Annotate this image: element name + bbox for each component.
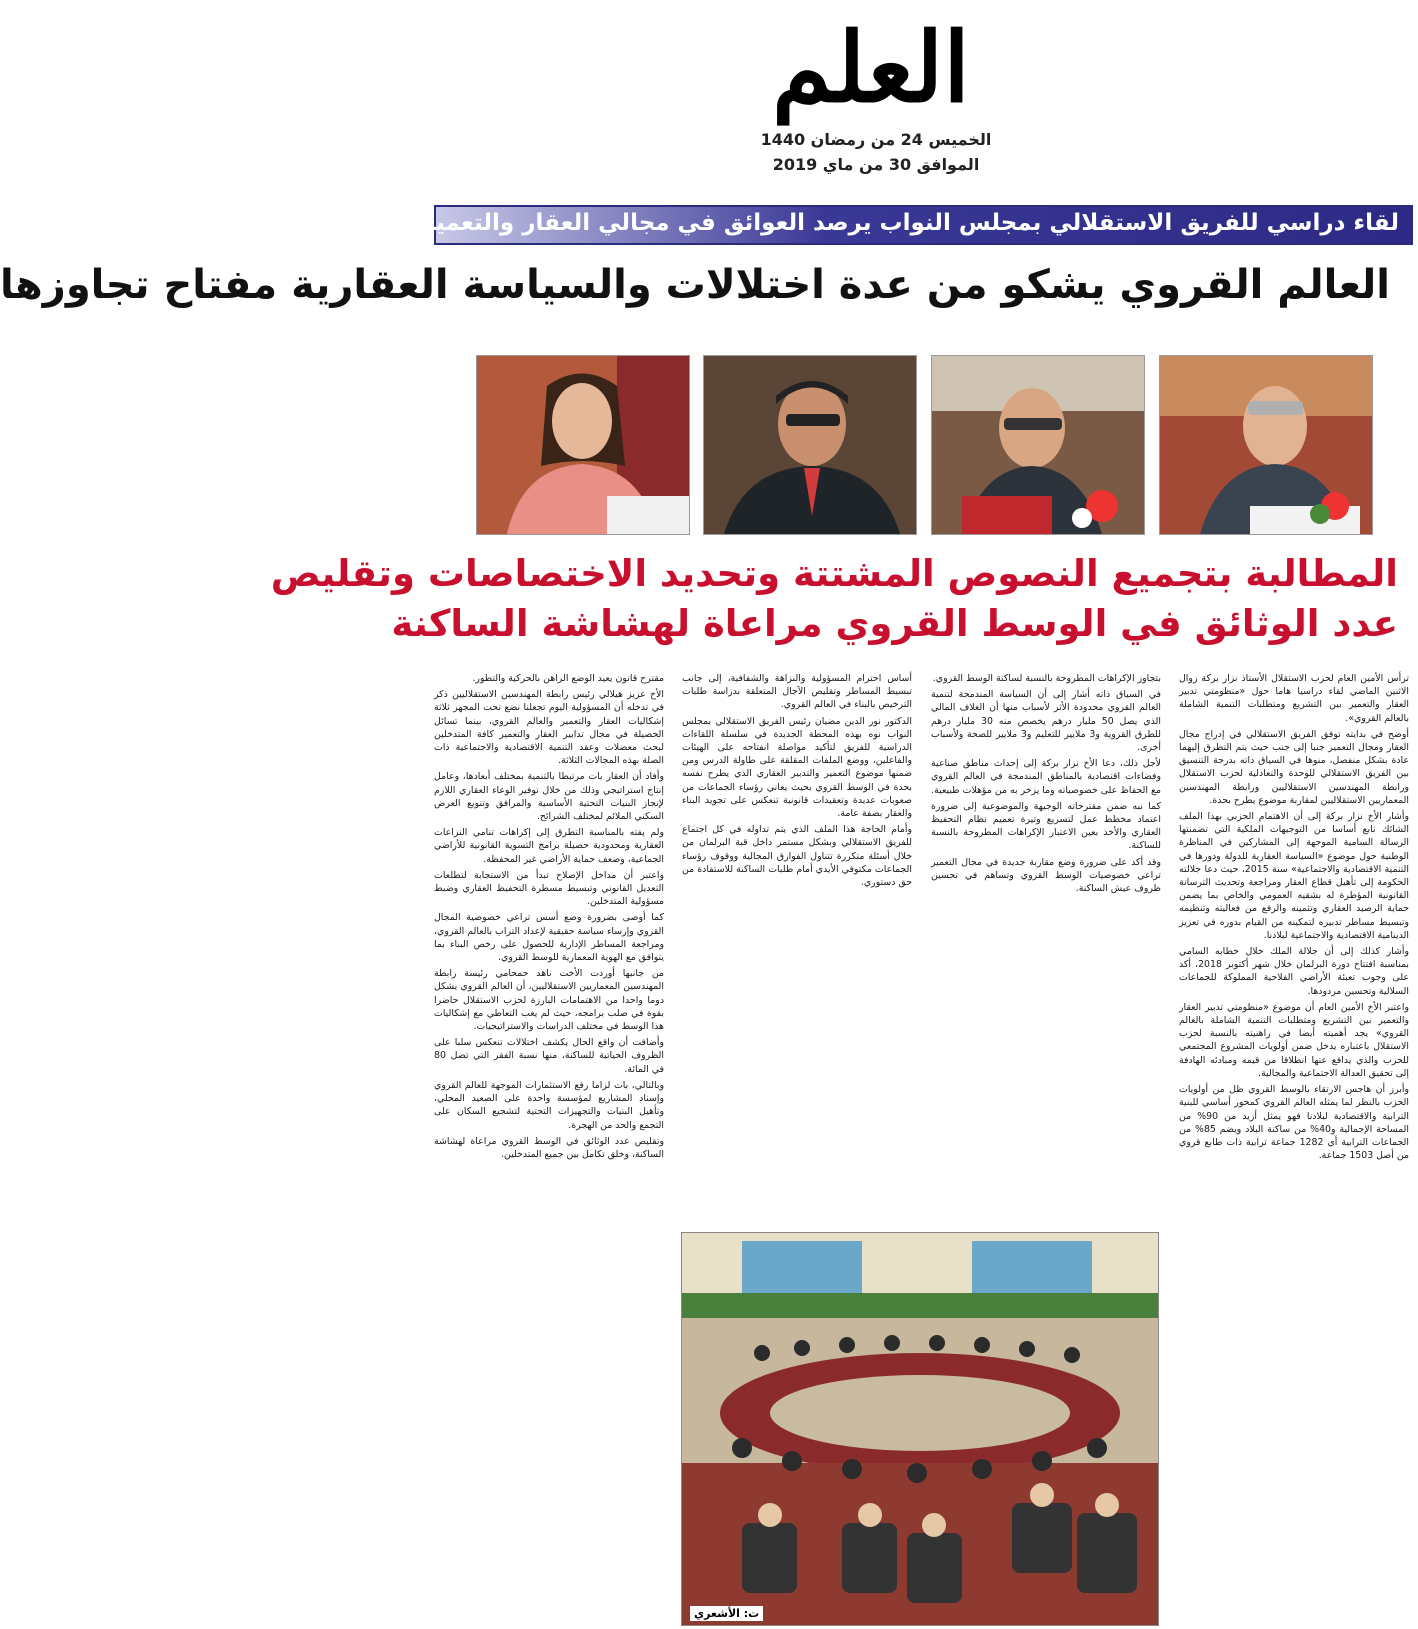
subheadline-line-2: عدد الوثائق في الوسط القروي مراعاة لهشاشة الساكنة (391, 602, 1398, 645)
article-paragraph: واعتبر الأخ الأمين العام أن موضوع «منظومتي تدبير العقار والتعمير بين التشريع ومتطلبات التنمية الشاملة بالعالم القروي» يجد أهميته أيضا في راهنيته بالنسبة لحزب الاستقلال باعتباره يدخل ضمن أولويات المشروع المجتمعي للحزب والذي يدافع عنها انطلاقا من قيمه ومبادئه الهادفة إلى تحقيق العدالة الاجتماعية والمجالية. (1179, 1001, 1409, 1079)
speaker-photo-2 (931, 355, 1145, 535)
article-paragraph: أساس احترام المسؤولية والنزاهة والشفافية، إلى جانب تبسيط المساطر وتقليص الآجال المتعلقة بدراسة طلبات الترخيص بالبناء في العالم القروي. (682, 673, 912, 711)
article-paragraph: أوضح في بدايته توفق الفريق الاستقلالي في إدراج مجال العقار ومجال التعمير جنبا إلى جنب حيث يتم التطرق إليهما عادة بشكل منفصل، منوها في السياق ذاته بدرجة التنسيق بين الفريق الاستقلالي للوحدة والتعادلية لحزب الاستقلال ورابطة المهندسين الاستقلاليين ورابطة المهندسين المعماريين الاستقلاليين لمقاربة موضوع يطرح بحدة. (1179, 728, 1409, 806)
kicker-text: لقاء دراسي للفريق الاستقلالي بمجلس النواب يرصد العوائق في مجالي العقار والتعمير (421, 210, 1399, 236)
speaker-photo-1 (1159, 355, 1373, 535)
newspaper-logo: العلم (772, 11, 970, 124)
article-paragraph: لأجل ذلك، دعا الأخ نزار بركة إلى إحداث مناطق صناعية وفضاءات اقتصادية بالمناطق المندمجة في العالم القروي مع الحفاظ على خصوصياته وما يزخر به من مؤهلات طبيعية. (931, 758, 1161, 796)
article-paragraph: من جانبها أوردت الأخت ناهد حمحامي رئيسة رابطة المهندسين المعماريين الاستقلاليين، أن العالم القروي يشكل دوما واحدا من الاهتمامات البارزة لحزب الاستقلال حاضرا بقوة في صلب برامجه، حيث لم يغب التعاطي مع إشكاليات هذا الوسط في مختلف الدراسات والاستراتيجيات. (434, 968, 664, 1033)
article-column-2 (931, 672, 1161, 895)
speaker-photos (476, 355, 1381, 535)
subheadline-line-1: المطالبة بتجميع النصوص المشتتة وتحديد الاختصاصات وتقليص (270, 552, 1398, 595)
article-paragraph: وأمام الحاجة هذا الملف الذي يتم تداوله في كل اجتماع للفريق الاستقلالي وبشكل مستمر داخل قبة البرلمان من خلال أسئلة متكررة تتناول الفوارق المجالية ووقوف رؤساء الجماعات مكتوفي الأيدي أمام طلبات الساكنة للاستفادة من حق دستوري. (682, 824, 912, 889)
date-gregorian: الموافق 30 من ماي 2019 (772, 155, 980, 174)
article-paragraph: وأشار كذلك إلى أن جلالة الملك خلال خطابه السامي بمناسبة افتتاح دورة البرلمان خلال شهر أكتوبر 2018، أكد على وجوب تعبئة الأراضي الفلاحية المملوكة للجماعات السلالية وتحسين مردودها. (1179, 946, 1409, 997)
article-paragraph: الأخ عزيز هيلالي رئيس رابطة المهندسين الاستقلاليين ذكر في تدخله أن المسؤولية اليوم تجعلنا نضع تحت المجهر ثلاثة إشكاليات العقار والتعمير والعالم القروي، بينما تسائل الحصيلة في مجال تدابير العقار والتعمير كافة المتدخلين لبحث معضلات وعقد التنمية الاقتصادية والاجتماعية ذات الصلة بهذه المجالات الثلاثة. (434, 689, 664, 767)
masthead (406, 0, 1418, 195)
kicker-banner (421, 205, 1413, 245)
article-paragraph: الدكتور نور الدين مضيان رئيس الفريق الاستقلالي بمجلس النواب نوه بهذه المحطة الجديدة في سلسلة اللقاءات الدراسية للفريق لتأكيد مواصلة انفتاحه على الهيئات والفاعلين، ووضع الملفات المقلقة على طاولة الدرس ومن ضمنها موضوع التعمير والتدبير العقاري الذي يطرح نفسه بحدة في الوسط القروي بحيث يعاني رؤساء الجماعات من صعوبات عديدة وتعقيدات قانونية تنعكس على تجويد البناء والعقار بصفة عامة. (682, 715, 912, 820)
main-headline: العالم القروي يشكو من عدة اختلالات والسياسة العقارية مفتاح تجاوزها (0, 262, 1390, 308)
speaker-photo-3 (703, 355, 917, 535)
date-hijri: الخميس 24 من رمضان 1440 (760, 130, 992, 149)
article-paragraph: كما نبه ضمن مقترحاته الوجيهة والموضوعية إلى ضرورة اعتماد مخطط عمل لتسريع وتيرة تعميم نظام التحفيظ العقاري والأخذ بعين الاعتبار الإكراهات المطروحة بالنسبة للساكنة. (931, 800, 1161, 852)
article-paragraph: ولم يفته بالمناسبة التطرق إلى إكراهات تنامي النزاعات العقارية ومحدودية حصيلة برامج التسوية القانونية للأراضي الجماعية، وضعف حماية الأراضي غير المحفظة. (434, 827, 664, 865)
article-paragraph: وأبرز أن هاجس الارتقاء بالوسط القروي ظل من أولويات الحزب بالنظر لما يمثله العالم القروي كمحور أساسي للبنية الترابية والاقتصادية لبلادنا فهو يمثل أزيد من 90% من المساحة الإجمالية و40% من ساكنة البلاد ويضم 85% من الجماعات الترابية أي 1282 جماعة ترابية ذات طابع قروي من أصل 1503 جماعة. (1179, 1084, 1410, 1162)
article-paragraph: وأفاد أن العقار بات مرتبطا بالتنمية بمختلف أبعادها، وعامل إنتاج استراتيجي وذلك من خلال توفير الوعاء العقاري اللازم لإنجاز البنيات التحتية الأساسية والمرافق وتنويع العرض السكني الملائم لمختلف الشرائح. (434, 771, 664, 823)
article-paragraph: بتجاوز الإكراهات المطروحة بالنسبة لساكنة الوسط القروي. (932, 673, 1161, 684)
article-body (424, 672, 1410, 1620)
article-column-1 (1179, 672, 1409, 1272)
article-column-3 (682, 672, 912, 889)
article-paragraph: في السياق ذاته أشار إلى أن السياسة المندمجة لتنمية العالم القروي محدودة الأثر لأسباب منها أن الغلاف المالي الذي يصل 50 مليار درهم يخصص منه 30 مليار درهم للطرق القروية و3 ملايير للتعليم و3 ملايير للصحة ولأسباب أخرى. (931, 689, 1161, 754)
article-paragraph: وأضافت أن واقع الحال يكشف اختلالات تنعكس سلبا على الظروف الحياتية للساكنة، منها نسبة الفقر التي تصل 80 في المائة. (434, 1037, 664, 1075)
article-paragraph: وأشار الأخ نزار بركة إلى أن الاهتمام الحزبي بهذا الملف الشائك نابع أساسا من التوجيهات الملكية التي تضمنتها الرسالة السامية الموجهة إلى المشاركين في المناظرة الوطنية حول موضوع «السياسة العقارية للدولة ودورها في التنمية الاقتصادية والاجتماعية» سنة 2015، حيث دعا جلالته الحكومة إلى تأهيل قطاع العقار ومراجعة وتحديث الترسانة القانونية المؤطرة له بشقيه العمومي والخاص بما يضمن حماية الرصيد العقاري وتثمينه والرفع من فعاليته وتنظيمه وتبسيط مساطر تدبيره لتمكينه من القيام بدوره في تعزيز الدينامية الاقتصادية والاجتماعية لبلادنا. (1179, 811, 1409, 941)
article-paragraph: وتقليص عدد الوثائق في الوسط القروي مراعاة لهشاشة الساكنة، وخلق تكامل بين جميع المتدخلين. (434, 1135, 664, 1160)
article-paragraph: وبالتالي، بات لزاما رفع الاستثمارات الموجهة للعالم القروي وإسناد المشاريع لمؤسسة واحدة على الصعيد المحلي، وتأهيل البنيات والتجهيزات التحتية لتشجيع السكان على التجمع والحد من الهجرة. (434, 1079, 664, 1131)
article-paragraph: ترأس الأمين العام لحزب الاستقلال الأستاذ نزار بركة زوال الاثنين الماضي لقاء دراسيا هاما حول «منظومتي تدبير العقار والتعمير بين التشريع ومتطلبات التنمية الشاملة بالعالم القروي». (1179, 673, 1409, 724)
photo-credit: ت: الأشعري (690, 1606, 763, 1621)
article-paragraph: وقد أكد على ضرورة وضع مقاربة جديدة في مجال التعمير تراعي خصوصيات الوسط القروي وتساهم في تحسين ظروف عيش الساكنة. (931, 856, 1161, 895)
article-column-4 (434, 672, 664, 1272)
speaker-photo-4 (476, 355, 690, 535)
article-paragraph: كما أوصى بضرورة وضع أسس تراعي خصوصية المجال القروي وإرساء سياسة حقيقية لإعداد التراب بالعالم القروي، ومراجعة المساطر الإدارية للحصول على رخص البناء بما يتوافق مع الهوية المعمارية للوسط القروي. (434, 912, 664, 964)
article-paragraph: واعتبر أن مداخل الإصلاح تبدأ من الاستجابة لتطلعات التعديل القانوني وتبسيط مسطرة التحفيظ العقاري وضبط مسؤولية المتدخلين. (434, 869, 664, 908)
article-paragraph: مقترح قانون يعيد الوضع الراهن بالحركية والتطور. (472, 673, 664, 684)
conference-photo (681, 1232, 1159, 1626)
